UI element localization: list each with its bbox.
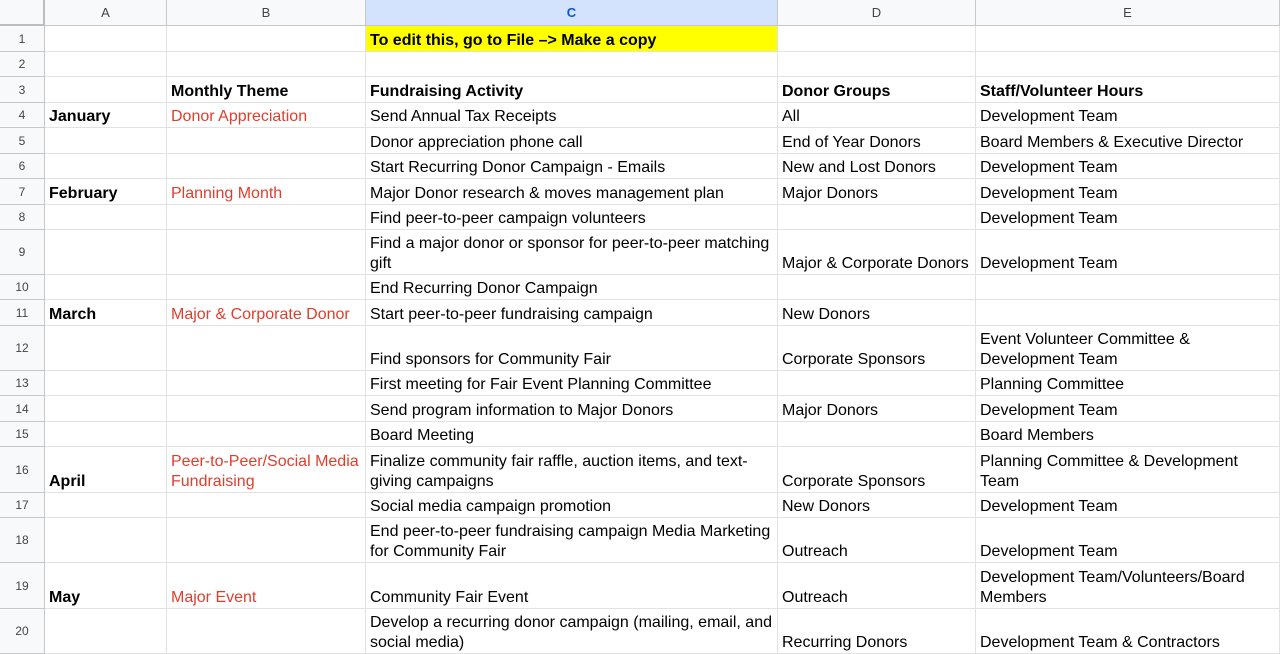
cell-text: Monthly Theme [171, 82, 289, 100]
cell-text: Send program information to Major Donors [370, 401, 674, 419]
cell-text: Donor Groups [782, 82, 891, 100]
cell-text: Find sponsors for Community Fair [370, 350, 611, 368]
cell-a14[interactable] [45, 396, 167, 422]
cell-c11[interactable] [366, 300, 778, 326]
row-header-4[interactable]: 4 [0, 103, 45, 128]
cell-e12[interactable] [976, 326, 1280, 371]
row-header-19[interactable]: 19 [0, 563, 45, 609]
cell-b8[interactable] [167, 205, 366, 230]
cell-text: Board Members & Executive Director [980, 133, 1244, 151]
cell-text: April [49, 472, 86, 490]
cell-text: Development Team [980, 401, 1118, 419]
row-header-13[interactable]: 13 [0, 371, 45, 396]
cell-a17[interactable] [45, 493, 167, 518]
cell-text: Major Event [171, 588, 257, 606]
cell-d4[interactable] [778, 103, 976, 128]
cell-b13[interactable] [167, 371, 366, 396]
row-header-9[interactable]: 9 [0, 230, 45, 275]
cell-e5[interactable] [976, 128, 1280, 154]
cell-c13[interactable] [366, 371, 778, 396]
cell-e11[interactable] [976, 300, 1280, 326]
cell-text: New and Lost Donors [782, 158, 936, 176]
cell-a15[interactable] [45, 422, 167, 447]
column-header-e[interactable]: E [976, 0, 1280, 26]
cell-c15[interactable] [366, 422, 778, 447]
cell-d18[interactable] [778, 518, 976, 563]
cell-text: Find peer-to-peer campaign volunteers [370, 209, 646, 227]
cell-text: Major Donors [782, 401, 879, 419]
cell-text: Planning Committee & Development Team [980, 453, 1238, 490]
cell-c12[interactable] [366, 326, 778, 371]
row-header-15[interactable]: 15 [0, 422, 45, 447]
cell-text: Board Members [980, 426, 1094, 444]
cell-text: New Donors [782, 305, 871, 323]
row-header-20[interactable]: 20 [0, 609, 45, 654]
cell-d7[interactable] [778, 179, 976, 205]
cell-text: Recurring Donors [782, 633, 908, 651]
row-header-7[interactable]: 7 [0, 179, 45, 205]
cell-text: Development Team [980, 209, 1118, 227]
cell-a9[interactable] [45, 230, 167, 275]
row-header-18[interactable]: 18 [0, 518, 45, 563]
cell-text: February [49, 184, 118, 202]
column-header-d[interactable]: D [778, 0, 976, 26]
cell-e6[interactable] [976, 154, 1280, 179]
cell-d20[interactable] [778, 609, 976, 654]
cell-d12[interactable] [778, 326, 976, 371]
cell-text: May [49, 588, 81, 606]
row-header-1[interactable]: 1 [0, 26, 45, 52]
cell-a5[interactable] [45, 128, 167, 154]
cell-c20[interactable] [366, 609, 778, 654]
cell-a3[interactable] [45, 77, 167, 103]
cell-b7[interactable] [167, 179, 366, 205]
column-header-b[interactable]: B [167, 0, 366, 26]
cell-c19[interactable] [366, 563, 778, 609]
cell-text: January [49, 107, 111, 125]
cell-d8[interactable] [778, 205, 976, 230]
cell-b2[interactable] [167, 52, 366, 77]
cell-text: Development Team [980, 107, 1118, 125]
cell-e18[interactable] [976, 518, 1280, 563]
cell-text: End Recurring Donor Campaign [370, 279, 598, 297]
cell-e17[interactable] [976, 493, 1280, 518]
cell-c2[interactable] [366, 52, 778, 77]
cell-d3[interactable] [778, 77, 976, 103]
cell-text: Development Team [980, 184, 1118, 202]
cell-c3[interactable] [366, 77, 778, 103]
cell-b12[interactable] [167, 326, 366, 371]
cell-text: Planning Committee [980, 375, 1125, 393]
cell-b16[interactable] [167, 447, 366, 493]
cell-text: Corporate Sponsors [782, 472, 926, 490]
column-header-c[interactable]: C [366, 0, 778, 26]
cell-d9[interactable] [778, 230, 976, 275]
cell-e2[interactable] [976, 52, 1280, 77]
cell-d17[interactable] [778, 493, 976, 518]
cell-text: March [49, 305, 97, 323]
cell-text: Community Fair Event [370, 588, 529, 606]
cell-text: Development Team [980, 254, 1118, 272]
row-header-5[interactable]: 5 [0, 128, 45, 154]
cell-d10[interactable] [778, 275, 976, 300]
cell-a13[interactable] [45, 371, 167, 396]
cell-b20[interactable] [167, 609, 366, 654]
cell-b18[interactable] [167, 518, 366, 563]
cell-c6[interactable] [366, 154, 778, 179]
cell-text: Event Volunteer Committee & Development Team [980, 331, 1190, 368]
cell-text: Development Team/Volunteers/Board Members [980, 569, 1245, 606]
cell-text: Donor Appreciation [171, 107, 308, 125]
cell-text: Start Recurring Donor Campaign - Emails [370, 158, 666, 176]
cell-d11[interactable] [778, 300, 976, 326]
cell-e1[interactable] [976, 26, 1280, 52]
column-header-a[interactable]: A [45, 0, 167, 26]
cell-c14[interactable] [366, 396, 778, 422]
cell-c4[interactable] [366, 103, 778, 128]
cell-text: Development Team & Contractors [980, 633, 1220, 651]
cell-c9[interactable] [366, 230, 778, 275]
row-header-12[interactable]: 12 [0, 326, 45, 371]
cell-a11[interactable] [45, 300, 167, 326]
cell-b6[interactable] [167, 154, 366, 179]
cell-b19[interactable] [167, 563, 366, 609]
cell-a20[interactable] [45, 609, 167, 654]
cell-d15[interactable] [778, 422, 976, 447]
cell-text: Find a major donor or sponsor for peer-to-peer matching gift [370, 235, 770, 272]
row-header-17[interactable]: 17 [0, 493, 45, 518]
cell-b9[interactable] [167, 230, 366, 275]
cell-text: Outreach [782, 588, 848, 606]
cell-e14[interactable] [976, 396, 1280, 422]
cell-d5[interactable] [778, 128, 976, 154]
cell-text: End peer-to-peer fundraising campaign Media Marketing for Community Fair [370, 523, 771, 560]
cell-b14[interactable] [167, 396, 366, 422]
cell-b17[interactable] [167, 493, 366, 518]
cell-e15[interactable] [976, 422, 1280, 447]
cell-a19[interactable] [45, 563, 167, 609]
cell-text: Development Team [980, 497, 1118, 515]
cell-c1[interactable] [366, 26, 778, 52]
cell-e8[interactable] [976, 205, 1280, 230]
cell-text: Develop a recurring donor campaign (mailing, email, and social media) [370, 614, 772, 651]
cell-e3[interactable] [976, 77, 1280, 103]
cell-text: Peer-to-Peer/Social Media Fundraising [171, 453, 359, 490]
cell-e16[interactable] [976, 447, 1280, 493]
cell-a6[interactable] [45, 154, 167, 179]
cell-b15[interactable] [167, 422, 366, 447]
cell-text: Corporate Sponsors [782, 350, 926, 368]
cell-text: All [782, 107, 800, 125]
cell-a10[interactable] [45, 275, 167, 300]
cell-text: Planning Month [171, 184, 283, 202]
cell-c16[interactable] [366, 447, 778, 493]
cell-text: Board Meeting [370, 426, 475, 444]
cell-text: Major Donor research & moves management plan [370, 184, 724, 202]
row-header-8[interactable]: 8 [0, 205, 45, 230]
cell-text: Donor appreciation phone call [370, 133, 583, 151]
row-header-11[interactable]: 11 [0, 300, 45, 326]
cell-a16[interactable] [45, 447, 167, 493]
cell-text: First meeting for Fair Event Planning Committee [370, 375, 712, 393]
cell-text: New Donors [782, 497, 871, 515]
row-header-2[interactable]: 2 [0, 52, 45, 77]
row-header-16[interactable]: 16 [0, 447, 45, 493]
cell-text: Social media campaign promotion [370, 497, 612, 515]
cell-e19[interactable] [976, 563, 1280, 609]
cell-text: Major & Corporate Donor [171, 305, 350, 323]
cell-text: Outreach [782, 542, 848, 560]
cell-text: Major & Corporate Donors [782, 254, 969, 272]
cell-b5[interactable] [167, 128, 366, 154]
cell-d14[interactable] [778, 396, 976, 422]
cell-c8[interactable] [366, 205, 778, 230]
cell-a1[interactable] [45, 26, 167, 52]
cell-d6[interactable] [778, 154, 976, 179]
row-header-10[interactable]: 10 [0, 275, 45, 300]
cell-c18[interactable] [366, 518, 778, 563]
cell-c17[interactable] [366, 493, 778, 518]
cell-e20[interactable] [976, 609, 1280, 654]
cell-a12[interactable] [45, 326, 167, 371]
cell-text: Fundraising Activity [370, 82, 524, 100]
cell-b1[interactable] [167, 26, 366, 52]
cell-d19[interactable] [778, 563, 976, 609]
cell-e10[interactable] [976, 275, 1280, 300]
cell-c7[interactable] [366, 179, 778, 205]
row-header-14[interactable]: 14 [0, 396, 45, 422]
cell-d2[interactable] [778, 52, 976, 77]
cell-text: Finalize community fair raffle, auction items, and text-giving campaigns [370, 453, 748, 490]
cell-b10[interactable] [167, 275, 366, 300]
cell-d16[interactable] [778, 447, 976, 493]
cell-e9[interactable] [976, 230, 1280, 275]
cell-text: Development Team [980, 542, 1118, 560]
cell-text: Start peer-to-peer fundraising campaign [370, 305, 653, 323]
cell-b11[interactable] [167, 300, 366, 326]
select-all-corner[interactable] [0, 0, 45, 26]
cell-a7[interactable] [45, 179, 167, 205]
cell-a2[interactable] [45, 52, 167, 77]
row-header-3[interactable]: 3 [0, 77, 45, 103]
cell-c10[interactable] [366, 275, 778, 300]
cell-a8[interactable] [45, 205, 167, 230]
cell-text: Staff/Volunteer Hours [980, 82, 1144, 100]
cell-e4[interactable] [976, 103, 1280, 128]
cell-e7[interactable] [976, 179, 1280, 205]
cell-text: Major Donors [782, 184, 879, 202]
cell-a4[interactable] [45, 103, 167, 128]
cell-d13[interactable] [778, 371, 976, 396]
row-header-6[interactable]: 6 [0, 154, 45, 179]
cell-b3[interactable] [167, 77, 366, 103]
cell-text: Development Team [980, 158, 1118, 176]
cell-b4[interactable] [167, 103, 366, 128]
cell-d1[interactable] [778, 26, 976, 52]
cell-text: To edit this, go to File –> Make a copy [370, 31, 657, 49]
cell-c5[interactable] [366, 128, 778, 154]
cell-a18[interactable] [45, 518, 167, 563]
cell-e13[interactable] [976, 371, 1280, 396]
cell-text: End of Year Donors [782, 133, 921, 151]
cell-text: Send Annual Tax Receipts [370, 107, 557, 125]
